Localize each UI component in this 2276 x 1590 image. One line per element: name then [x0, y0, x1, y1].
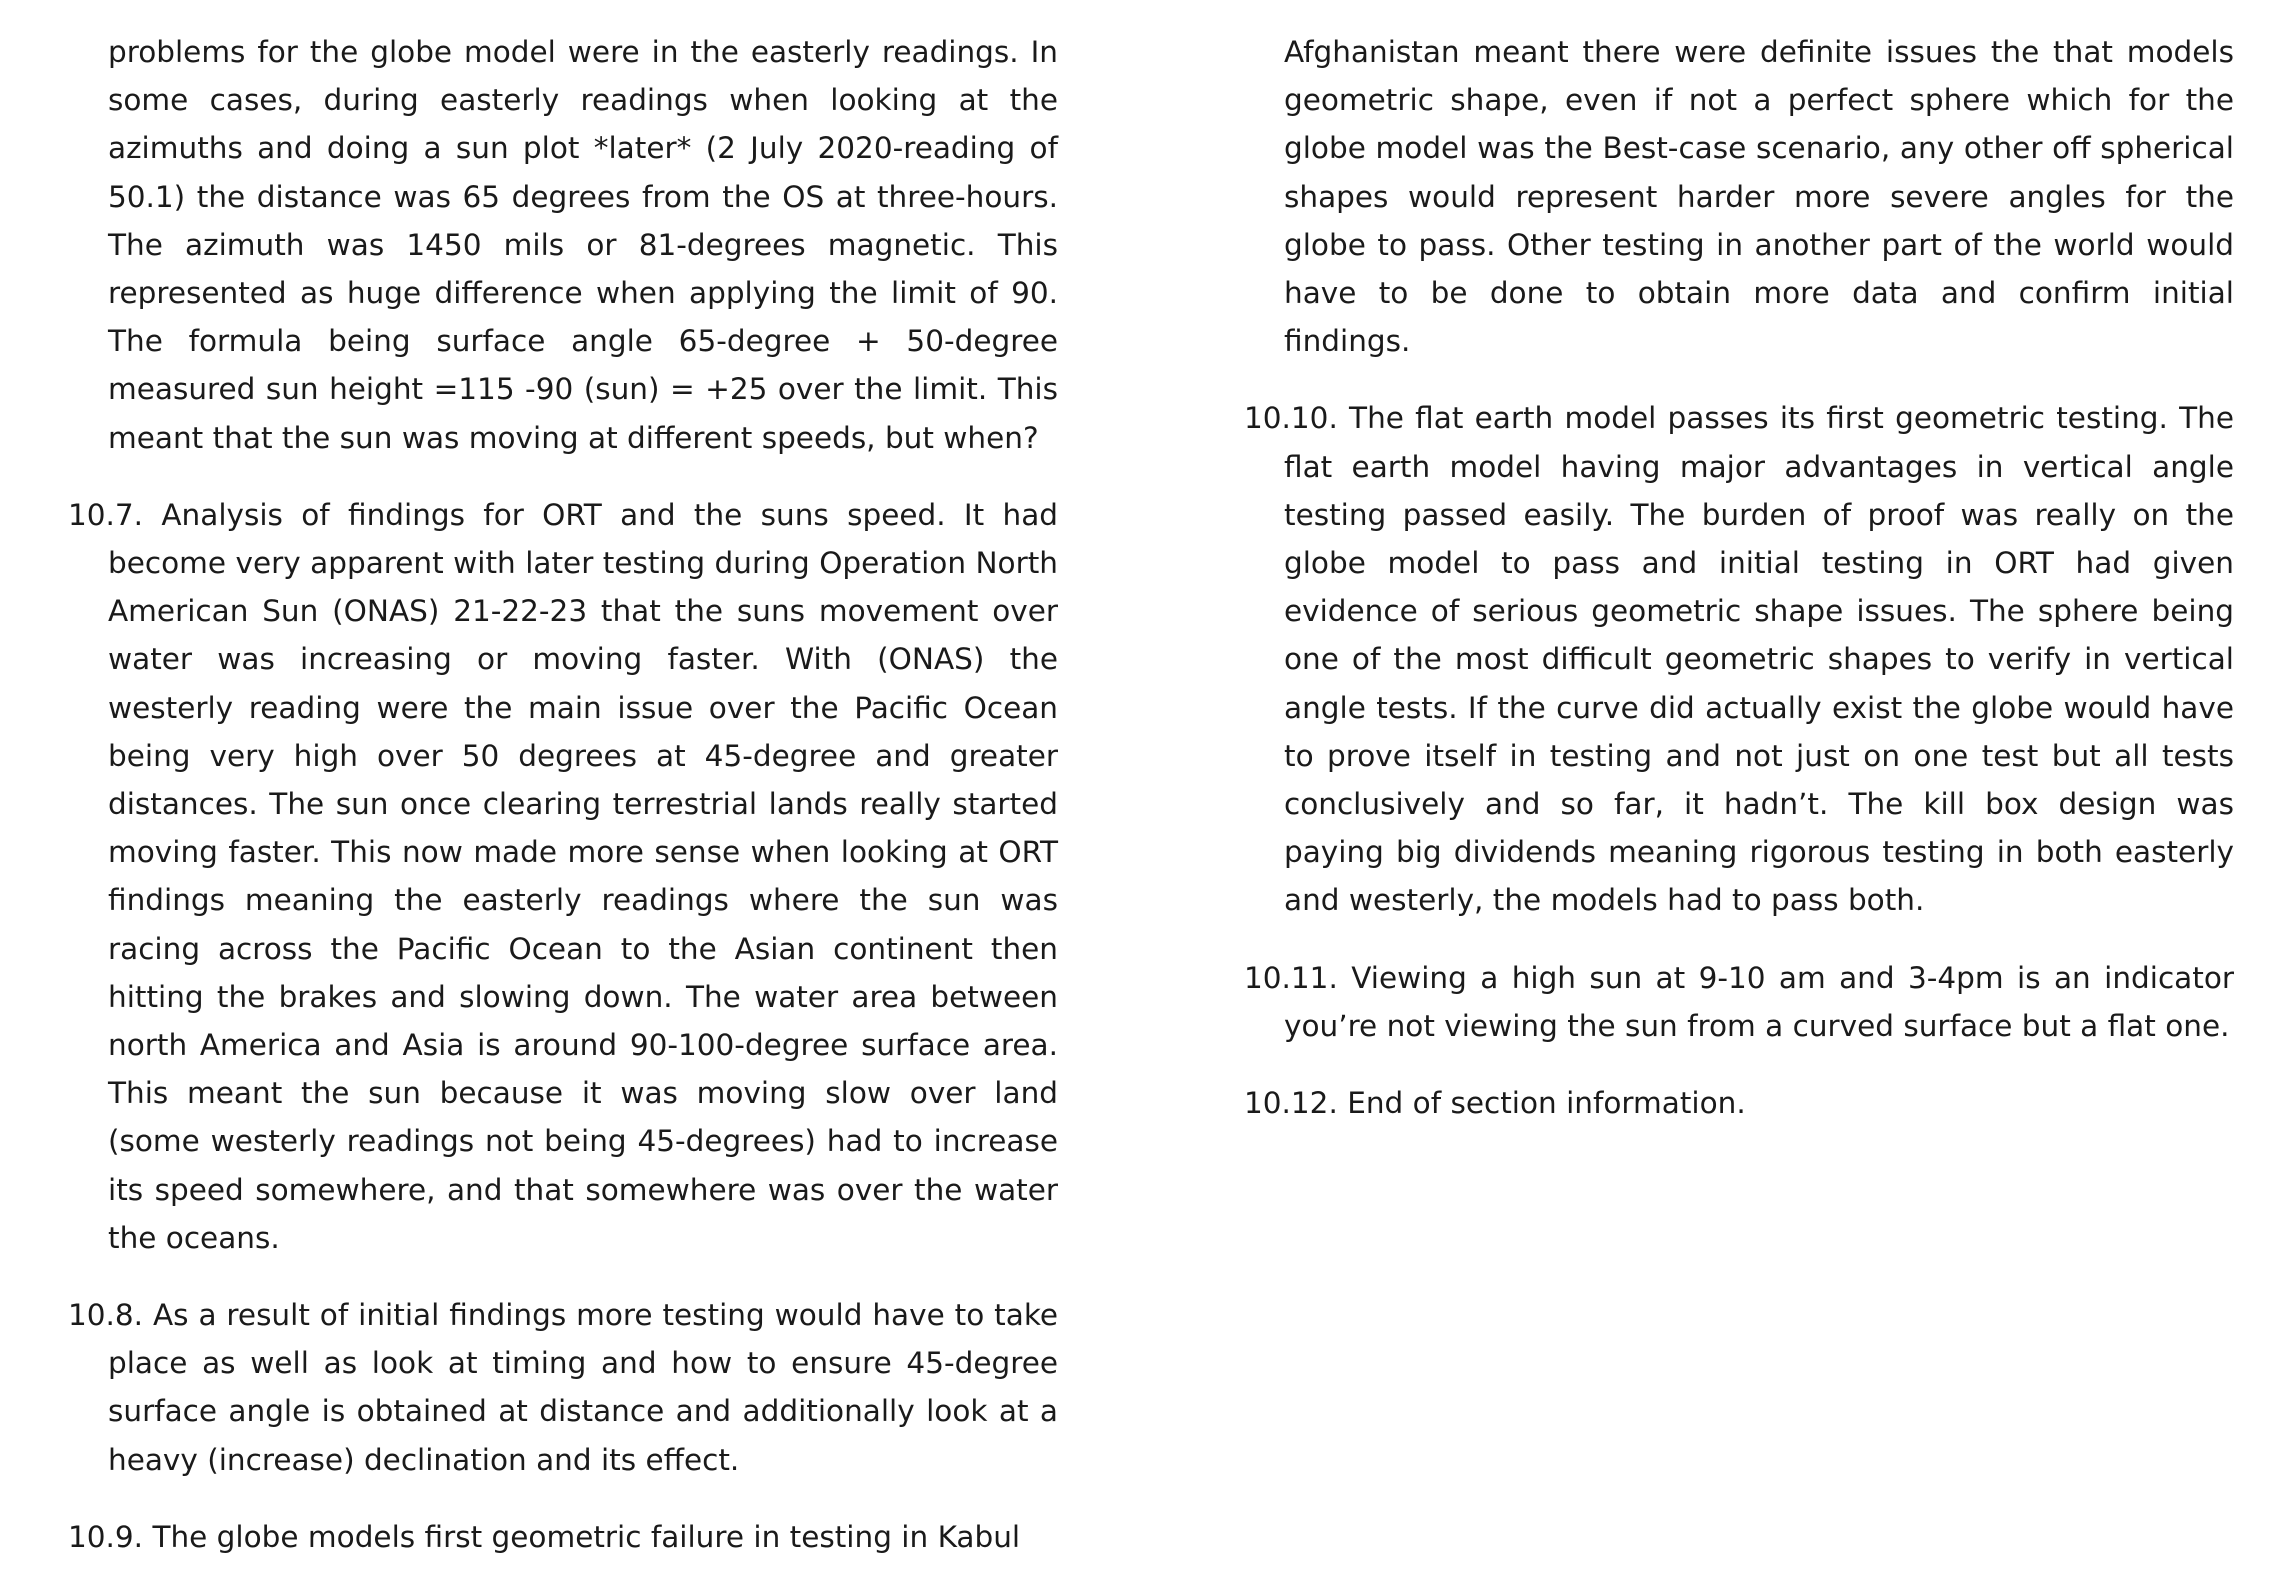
paragraph-10-9: 10.9. The globe models first geometric failure in testing in Kabul	[68, 1519, 1021, 1554]
paragraph-10-10: 10.10. The flat earth model passes its first geometric testing. The flat earth model having major advantages in vertical angle testing passed easily. The burden of proof was really on the globe model to pass and initial testing in ORT had given evidence of serious geometric shape issues. The sphere being one of the most difficult geometric shapes to verify in vertical angle tests. If the curve did actually exist the globe would have to prove itself in testing and not just on one test but all tests conclusively and so far, it hadn’t. The kill box design was paying big dividends meaning rigorous testing in both easterly and westerly, the models had to pass both.	[1244, 401, 2234, 918]
paragraph-10-9-continuation: Afghanistan meant there were definite issues the that models geometric shape, even if not a perfect sphere which for the globe model was the Best-case scenario, any other off spherical shapes would represent harder more severe angles for the globe to pass. Other testing in another part of the world would have to be done to obtain more data and confirm initial findings.	[1284, 35, 2234, 359]
right-column	[1244, 28, 2234, 1156]
left-column	[68, 28, 1058, 1590]
paragraph-10-12: 10.12. End of section information.	[1244, 1086, 1746, 1121]
paragraph-10-8: 10.8. As a result of initial findings more testing would have to take place as well as look at timing and how to ensure 45-degree surface angle is obtained at distance and additionally look at a heavy (increase) declination and its effect.	[68, 1298, 1058, 1477]
paragraph-10-11: 10.11. Viewing a high sun at 9-10 am and 3-4pm is an indicator you’re not viewing the sun from a curved surface but a flat one.	[1244, 960, 2234, 1043]
paragraph-10-6-continuation: problems for the globe model were in the easterly readings. In some cases, during easterly readings when looking at the azimuths and doing a sun plot *later* (2 July 2020-reading of 50.1) the distance was 65 degrees from the OS at three-hours. The azimuth was 1450 mils or 81-degrees magnetic. This represented as huge difference when applying the limit of 90. The formula being surface angle 65-degree + 50-degree measured sun height =115 -90 (sun) = +25 over the limit. This meant that the sun was moving at different speeds, but when?	[108, 35, 1058, 455]
paragraph-10-7: 10.7. Analysis of findings for ORT and the suns speed. It had become very apparent with later testing during Operation North American Sun (ONAS) 21-22-23 that the suns movement over water was increasing or moving faster. With (ONAS) the westerly reading were the main issue over the Pacific Ocean being very high over 50 degrees at 45-degree and greater distances. The sun once clearing terrestrial lands really started moving faster. This now made more sense when looking at ORT findings meaning the easterly readings where the sun was racing across the Pacific Ocean to the Asian continent then hitting the brakes and slowing down. The water area between north America and Asia is around 90-100-degree surface area. This meant the sun because it was moving slow over land (some westerly readings not being 45-degrees) had to increase its speed somewhere, and that somewhere was over the water the oceans.	[68, 497, 1058, 1255]
